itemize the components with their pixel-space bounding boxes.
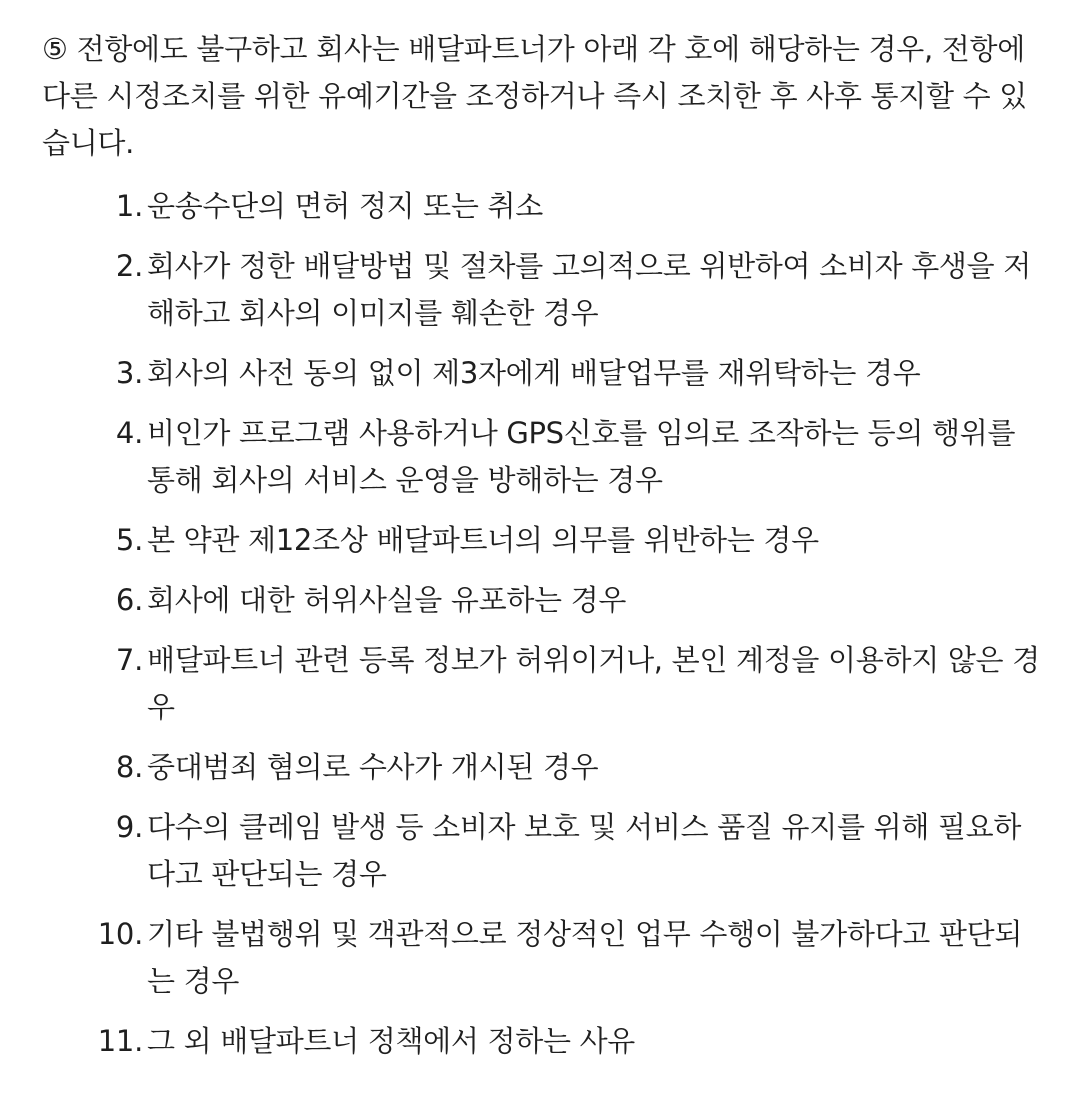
item-number: 9. <box>115 810 143 844</box>
item-text: 기타 불법행위 및 객관적으로 정상적인 업무 수행이 불가하다고 판단되는 경우 <box>147 917 1023 998</box>
item-text: 회사가 정한 배달방법 및 절차를 고의적으로 위반하여 소비자 후생을 저해하고 회사의 이미지를 훼손한 경우 <box>147 249 1031 330</box>
clause-intro-paragraph: ⑤ 전항에도 불구하고 회사는 배달파트너가 아래 각 호에 해당하는 경우, 전항에 다른 시정조치를 위한 유예기간을 조정하거나 즉시 조치한 후 사후 통지할 수 있습니다. <box>42 32 1027 160</box>
item-number: 1. <box>115 189 143 223</box>
list-item <box>42 350 1040 397</box>
list-item <box>42 517 1040 564</box>
list-item <box>42 410 1040 504</box>
item-number: 10. <box>97 917 143 951</box>
clause-list <box>42 183 1040 1065</box>
list-item <box>42 577 1040 624</box>
list-item <box>42 637 1040 731</box>
item-number: 6. <box>115 583 143 617</box>
item-number: 3. <box>115 356 143 390</box>
item-number: 5. <box>115 523 143 557</box>
item-number: 4. <box>115 416 143 450</box>
item-number: 2. <box>115 249 143 283</box>
item-text: 운송수단의 면허 정지 또는 취소 <box>147 189 543 223</box>
list-item <box>42 1018 1040 1065</box>
item-text: 비인가 프로그램 사용하거나 GPS신호를 임의로 조작하는 등의 행위를 통해 회사의 서비스 운영을 방해하는 경우 <box>147 416 1016 497</box>
list-item <box>42 804 1040 898</box>
item-text: 회사의 사전 동의 없이 제3자에게 배달업무를 재위탁하는 경우 <box>147 356 921 390</box>
item-number: 7. <box>115 643 143 677</box>
item-number: 8. <box>115 750 143 784</box>
item-text: 그 외 배달파트너 정책에서 정하는 사유 <box>147 1024 636 1058</box>
item-text: 본 약관 제12조상 배달파트너의 의무를 위반하는 경우 <box>147 523 819 557</box>
item-text: 회사에 대한 허위사실을 유포하는 경우 <box>147 583 627 617</box>
list-item <box>42 744 1040 791</box>
item-text: 배달파트너 관련 등록 정보가 허위이거나, 본인 계정을 이용하지 않은 경우 <box>147 643 1040 724</box>
list-item <box>42 911 1040 1005</box>
list-item <box>42 243 1040 337</box>
item-text: 중대범죄 혐의로 수사가 개시된 경우 <box>147 750 599 784</box>
item-number: 11. <box>97 1024 143 1058</box>
item-text: 다수의 클레임 발생 등 소비자 보호 및 서비스 품질 유지를 위해 필요하다고 판단되는 경우 <box>147 810 1022 891</box>
list-item <box>42 183 1040 230</box>
